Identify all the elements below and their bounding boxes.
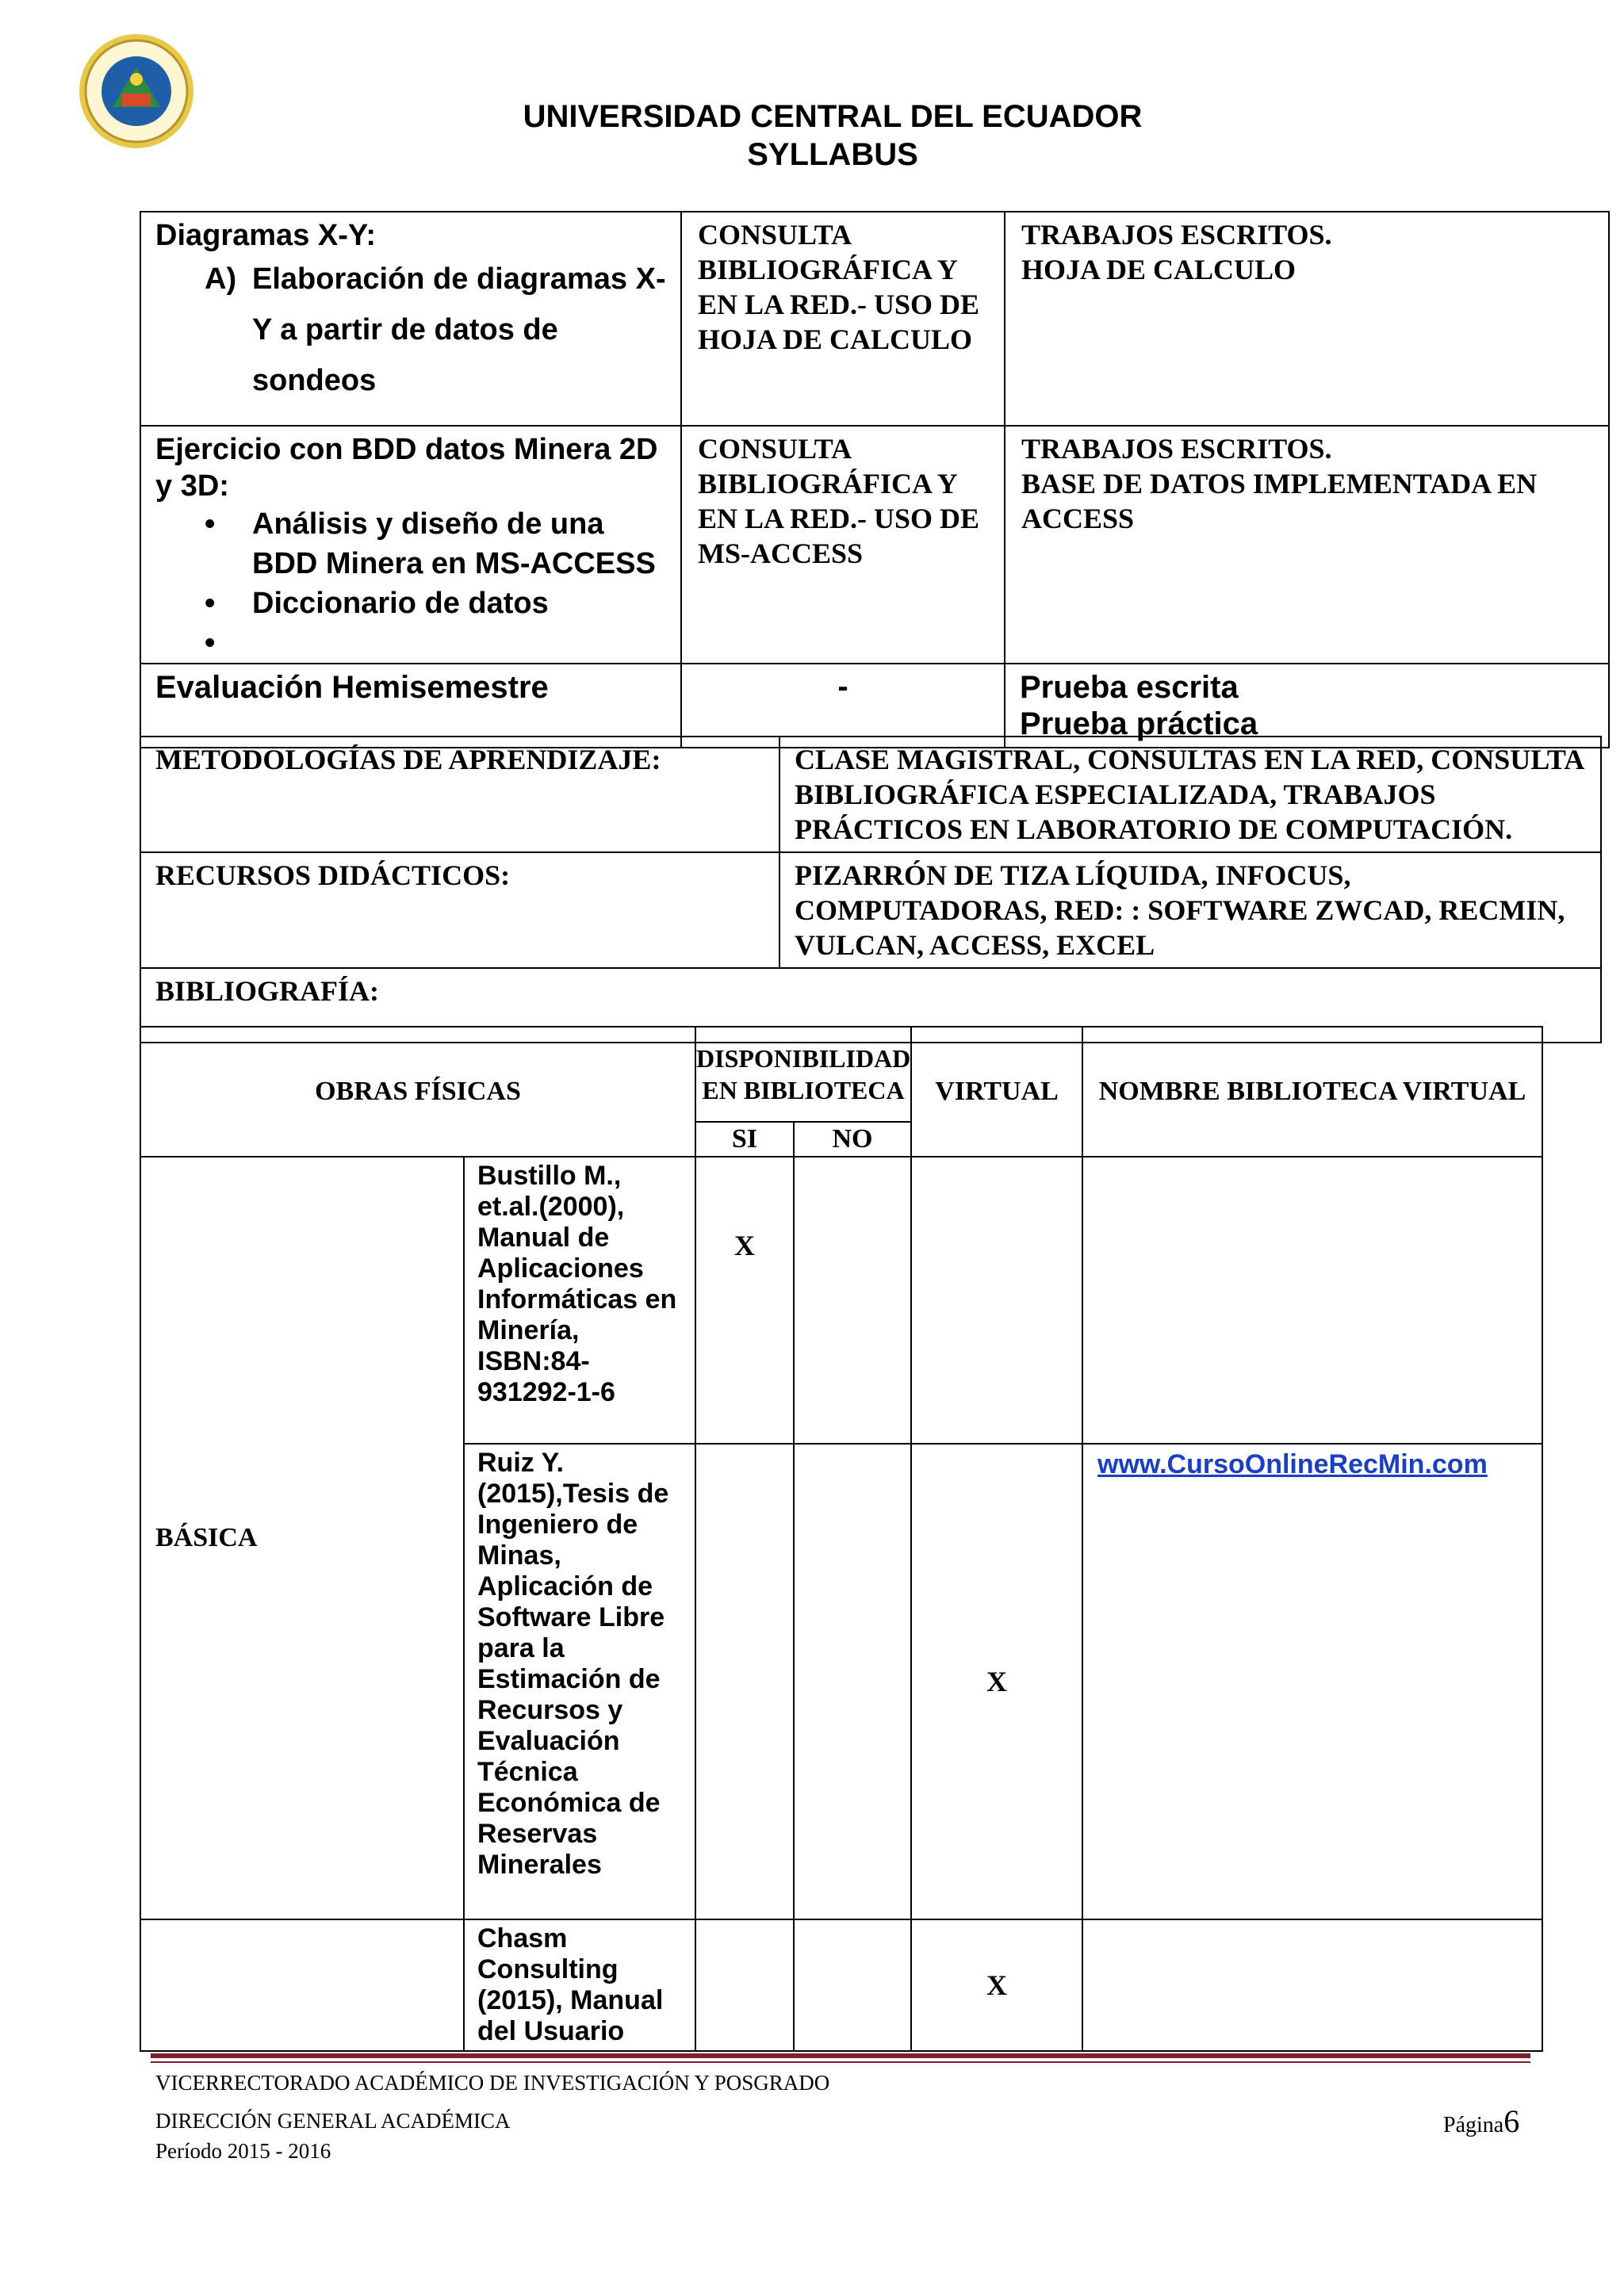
topic-cell xyxy=(140,426,681,664)
bibliography-label: BIBLIOGRAFÍA: xyxy=(140,968,1601,1043)
category-empty xyxy=(140,1919,464,2051)
document-type: SYLLABUS xyxy=(747,137,918,172)
header-virtual: VIRTUAL xyxy=(911,1027,1082,1157)
methodology-label: METODOLOGÍAS DE APRENDIZAJE: xyxy=(140,737,779,852)
technique-cell: CONSULTA BIBLIOGRÁFICA Y EN LA RED.- USO DE HOJA DE CALCULO xyxy=(681,212,1005,426)
table-row xyxy=(140,737,1601,852)
evaluation-row-technique: - xyxy=(681,664,1005,748)
no-mark xyxy=(794,1444,911,1919)
book-title: Bustillo M., et.al.(2000), Manual de Aplicaciones Informáticas en Minería, ISBN:84-931292-1-6 xyxy=(464,1157,695,1444)
topic-title: Ejercicio con BDD datos Minera 2D y 3D: xyxy=(155,433,658,503)
table-row xyxy=(140,852,1601,968)
written-test: Prueba escrita xyxy=(1020,670,1239,705)
resources-value: PIZARRÓN DE TIZA LÍQUIDA, INFOCUS, COMPUTADORAS, RED: : SOFTWARE ZWCAD, RECMIN, VULCAN, ACCESS, EXCEL xyxy=(779,852,1601,968)
footer-direction: DIRECCIÓN GENERAL ACADÉMICA xyxy=(155,2109,511,2133)
header-availability: DISPONIBILIDAD EN BIBLIOTECA xyxy=(695,1027,911,1122)
practical-test: Prueba práctica xyxy=(1020,706,1258,741)
table-row xyxy=(140,426,1609,664)
virtual-mark xyxy=(911,1157,1082,1444)
activities-table xyxy=(140,211,1610,748)
si-mark xyxy=(695,1444,794,1919)
evaluation-cell xyxy=(1005,426,1609,664)
list-item: • Análisis y diseño de una BDD Minera en MS-ACCESS xyxy=(205,507,656,580)
book-title: Ruiz Y.(2015),Tesis de Ingeniero de Minas, Aplicación de Software Libre para la Estimación de Recursos y Evaluación Técnica Económica de Reservas Minerales xyxy=(464,1444,695,1919)
evaluation-text: TRABAJOS ESCRITOS. BASE DE DATOS IMPLEMENTADA EN ACCESS xyxy=(1021,433,1538,534)
evaluation-row-title: Evaluación Hemisemestre xyxy=(140,664,681,748)
topic-subitem xyxy=(141,254,680,406)
category-label: BÁSICA xyxy=(140,1157,464,1919)
topic-title: Diagramas X-Y: xyxy=(155,219,377,252)
footer-department: VICERRECTORADO ACADÉMICO DE INVESTIGACIÓN Y POSGRADO xyxy=(155,2071,830,2095)
header-physical: OBRAS FÍSICAS xyxy=(140,1027,695,1157)
virtual-library-cell xyxy=(1082,1157,1542,1444)
header-virtual-library: NOMBRE BIBLIOTECA VIRTUAL xyxy=(1082,1027,1542,1157)
virtual-library-link[interactable]: www.CursoOnlineRecMin.com xyxy=(1097,1449,1488,1479)
virtual-library-cell xyxy=(1082,1444,1542,1919)
header-si: SI xyxy=(695,1122,794,1157)
footer-period: Período 2015 - 2016 xyxy=(155,2139,331,2163)
subitem-line: Elaboración de diagramas X- xyxy=(252,262,666,296)
no-mark xyxy=(794,1919,911,2051)
si-mark: X xyxy=(695,1157,794,1444)
footer-rule-thin xyxy=(151,2061,1530,2063)
bibliography-table xyxy=(140,1026,1543,2052)
table-header-row xyxy=(140,1027,1542,1122)
subitem-line: Y a partir de datos de xyxy=(252,313,558,346)
table-row xyxy=(140,1157,1542,1444)
methodology-value: CLASE MAGISTRAL, CONSULTAS EN LA RED, CONSULTA BIBLIOGRÁFICA ESPECIALIZADA, TRABAJOS PRÁCTICOS EN LABORATORIO DE COMPUTACIÓN. xyxy=(779,737,1601,852)
list-item: • Diccionario de datos xyxy=(205,587,549,620)
resources-label: RECURSOS DIDÁCTICOS: xyxy=(140,852,779,968)
page-indicator xyxy=(1443,2103,1519,2140)
subitem-label: A) xyxy=(205,262,237,296)
page-number: 6 xyxy=(1503,2103,1520,2139)
list-item: • xyxy=(205,626,216,660)
book-title: Chasm Consulting (2015), Manual del Usuario xyxy=(464,1919,695,2051)
evaluation-text: TRABAJOS ESCRITOS. HOJA DE CALCULO xyxy=(1021,219,1332,285)
subitem-line: sondeos xyxy=(252,364,377,397)
virtual-mark: X xyxy=(911,1919,1082,2051)
si-mark xyxy=(695,1919,794,2051)
topic-bullets xyxy=(141,504,680,663)
header-no: NO xyxy=(794,1122,911,1157)
table-row xyxy=(140,212,1609,426)
no-mark xyxy=(794,1157,911,1444)
virtual-mark: X xyxy=(911,1444,1082,1919)
methodology-table xyxy=(140,736,1602,1043)
university-name: UNIVERSIDAD CENTRAL DEL ECUADOR xyxy=(523,99,1143,134)
virtual-library-cell xyxy=(1082,1919,1542,2051)
table-row xyxy=(140,1919,1542,2051)
technique-cell: CONSULTA BIBLIOGRÁFICA Y EN LA RED.- USO DE MS-ACCESS xyxy=(681,426,1005,664)
topic-cell xyxy=(140,212,681,426)
page-label: Página xyxy=(1443,2113,1504,2137)
evaluation-cell xyxy=(1005,212,1609,426)
footer-rule xyxy=(151,2053,1530,2058)
